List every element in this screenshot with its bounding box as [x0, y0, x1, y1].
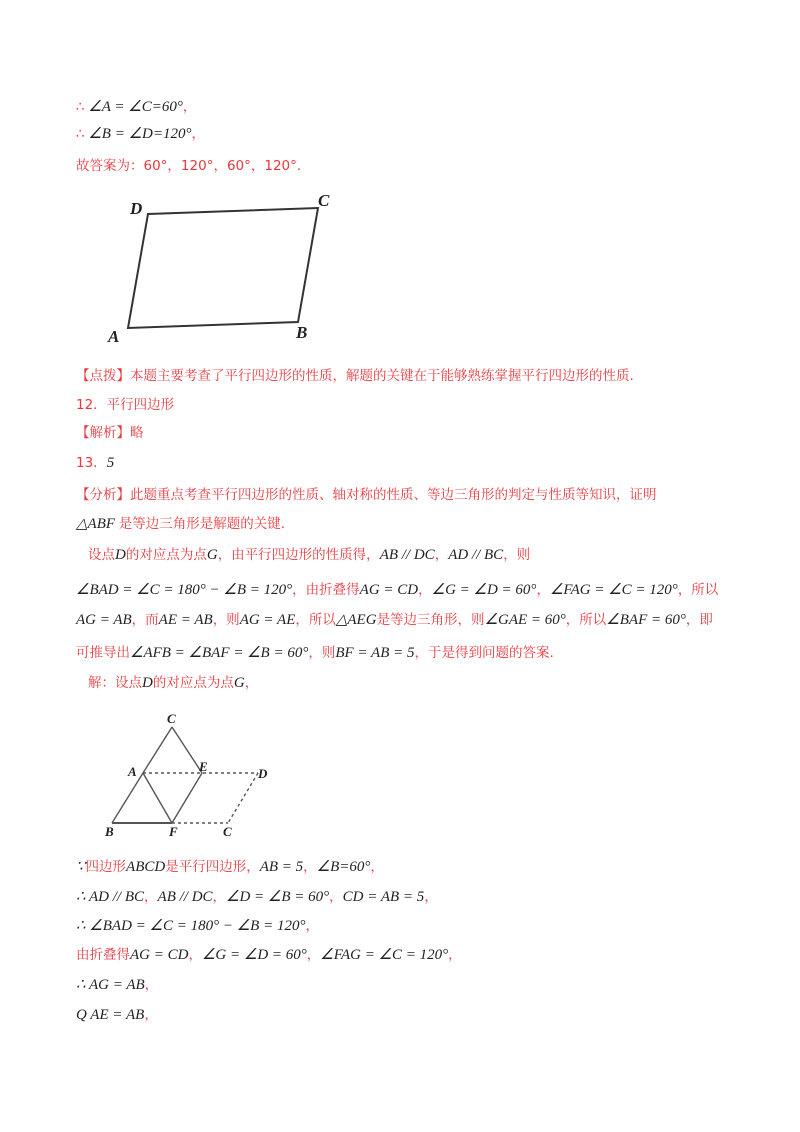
- text-segment: 是等边三角形，则: [376, 612, 485, 628]
- text-segment: ，所以: [295, 612, 336, 628]
- math-expression: ∴ ∠BAD = ∠C = 180° − ∠B = 120°: [76, 918, 306, 934]
- text-segment: 12．平行四边形: [76, 397, 175, 413]
- math-expression: ∴ AG = AB: [76, 977, 145, 993]
- math-expression: ∠G = ∠D = 60°: [201, 947, 307, 963]
- label-b: B: [296, 323, 308, 342]
- text-line: [76, 124, 205, 144]
- text-segment: ，: [448, 947, 462, 963]
- math-expression: ∴ AD // BC: [76, 889, 145, 905]
- text-segment: ，: [370, 859, 384, 875]
- math-expression: AG = AB: [76, 612, 132, 628]
- text-segment: ，: [424, 889, 438, 905]
- parallelogram-shape: [128, 208, 318, 328]
- text-line: [76, 97, 196, 117]
- label-c: C: [223, 824, 232, 839]
- math-expression: AG = CD: [359, 582, 419, 598]
- text-segment: ，即: [685, 612, 713, 628]
- label-f: F: [169, 824, 178, 839]
- text-segment: ，则: [212, 612, 240, 628]
- text-segment: 的对应点为点: [125, 547, 207, 563]
- text-segment: ，: [212, 889, 227, 905]
- text-segment: ，: [144, 889, 158, 905]
- math-expression: Q AE = AB: [76, 1007, 145, 1023]
- text-segment: ，则: [308, 645, 336, 661]
- math-expression: BF = AB = 5: [335, 645, 415, 661]
- text-segment: ∴: [76, 99, 85, 115]
- math-expression: 5: [106, 455, 115, 471]
- math-expression: ∵: [76, 859, 86, 875]
- text-line: [76, 610, 713, 630]
- text-line: [76, 395, 174, 415]
- text-segment: ，: [191, 126, 205, 142]
- text-line: [76, 643, 554, 663]
- math-expression: AG = CD: [130, 947, 189, 963]
- label-d: D: [130, 199, 143, 218]
- math-expression: AB // DC: [379, 547, 435, 563]
- label-g: C: [167, 711, 176, 726]
- text-line: [76, 857, 384, 877]
- text-segment: 【分析】此题重点考查平行四边形的性质、轴对称的性质、等边三角形的判定与性质等知识，证明: [76, 487, 657, 503]
- text-line: [76, 156, 301, 176]
- segment-dc-dashed: [228, 773, 258, 823]
- text-segment: ，: [244, 675, 259, 691]
- math-expression: ∠G = ∠D = 60°: [431, 582, 537, 598]
- text-line: [76, 580, 718, 600]
- text-segment: ，所以: [677, 582, 719, 598]
- math-expression: ABCD: [126, 859, 166, 875]
- math-expression: D: [142, 675, 153, 691]
- label-c: C: [318, 191, 330, 210]
- text-segment: ，: [303, 859, 317, 875]
- text-line: [88, 545, 530, 565]
- text-segment: ，由平行四边形的性质得，: [217, 547, 380, 563]
- text-segment: 的对应点为点: [152, 675, 234, 691]
- text-segment: ，: [144, 1007, 158, 1023]
- math-expression: D: [115, 547, 126, 563]
- text-segment: ，: [434, 547, 449, 563]
- math-expression: ∠FAG = ∠C = 120°: [320, 947, 449, 963]
- text-line: [76, 485, 657, 505]
- label-d: D: [258, 766, 268, 781]
- text-segment: ，: [536, 582, 550, 598]
- math-expression: ∠D = ∠B = 60°: [226, 889, 330, 905]
- math-expression: ∠BAD = ∠C = 180° − ∠B = 120°: [76, 582, 293, 598]
- text-segment: 是等边三角形是解题的关键.: [118, 516, 286, 532]
- folding-figure: [95, 705, 285, 840]
- text-segment: 是平行四边形，: [165, 859, 260, 875]
- text-line: [76, 1005, 158, 1025]
- text-segment: ，: [144, 977, 159, 993]
- math-expression: ∠B = ∠D=120°: [84, 126, 192, 142]
- text-line: [76, 366, 634, 386]
- math-expression: G: [233, 675, 245, 691]
- text-segment: ，: [182, 99, 197, 115]
- math-expression: ∠AFB = ∠BAF = ∠B = 60°: [130, 645, 309, 661]
- label-e: E: [199, 759, 208, 774]
- text-segment: ，而: [131, 612, 159, 628]
- math-expression: AB // DC: [157, 889, 213, 905]
- math-expression: AG = AE: [239, 612, 296, 628]
- text-segment: ，: [188, 947, 202, 963]
- math-expression: CD = AB = 5: [342, 889, 425, 905]
- math-expression: ∠FAG = ∠C = 120°: [549, 582, 678, 598]
- text-segment: 【点拨】本题主要考查了平行四边形的性质，解题的关键在于能够熟练掌握平行四边形的性质.: [76, 368, 634, 384]
- text-segment: 设点: [88, 547, 115, 563]
- math-expression: △AEG: [335, 612, 377, 628]
- text-segment: ，: [329, 889, 343, 905]
- text-segment: ，由折叠得: [292, 582, 360, 598]
- text-segment: ，: [305, 918, 319, 934]
- text-line: [76, 514, 285, 534]
- math-expression: ∠GAE = 60°: [484, 612, 566, 628]
- text-segment: ，于是得到问题的答案.: [414, 645, 554, 661]
- text-segment: 故答案为：60°，120°，60°，120°.: [76, 158, 302, 174]
- text-line: [88, 673, 258, 693]
- segment-af: [143, 773, 172, 823]
- label-a: A: [108, 327, 120, 346]
- text-segment: 可推导出: [76, 645, 130, 661]
- text-line: [76, 887, 438, 907]
- segment-gef: [172, 727, 202, 823]
- math-expression: AE = AB: [158, 612, 213, 628]
- text-segment: ∴: [76, 126, 85, 142]
- label-b: B: [105, 824, 114, 839]
- text-line: [76, 916, 319, 936]
- text-segment: 【解析】略: [76, 425, 144, 441]
- text-segment: 由折叠得: [76, 947, 130, 963]
- math-expression: ∠BAF = 60°: [606, 612, 686, 628]
- text-segment: ，则: [503, 547, 531, 563]
- text-segment: ，: [418, 582, 432, 598]
- math-expression: △ABF: [76, 516, 119, 532]
- text-line: [76, 423, 144, 443]
- text-line: [76, 453, 114, 473]
- parallelogram-figure: [100, 185, 360, 350]
- label-a: A: [128, 764, 137, 779]
- text-segment: 13．: [76, 455, 107, 471]
- math-expression: ∠A = ∠C=60°: [84, 99, 183, 115]
- text-line: [76, 945, 462, 965]
- text-line: [76, 975, 158, 995]
- math-expression: AB = 5: [259, 859, 304, 875]
- math-expression: AD // BC: [448, 547, 504, 563]
- text-segment: 解：设点: [88, 675, 142, 691]
- text-segment: ，: [306, 947, 321, 963]
- math-expression: ∠B=60°: [316, 859, 371, 875]
- text-segment: ，所以: [565, 612, 607, 628]
- math-expression: G: [206, 547, 218, 563]
- text-segment: 四边形: [85, 859, 127, 875]
